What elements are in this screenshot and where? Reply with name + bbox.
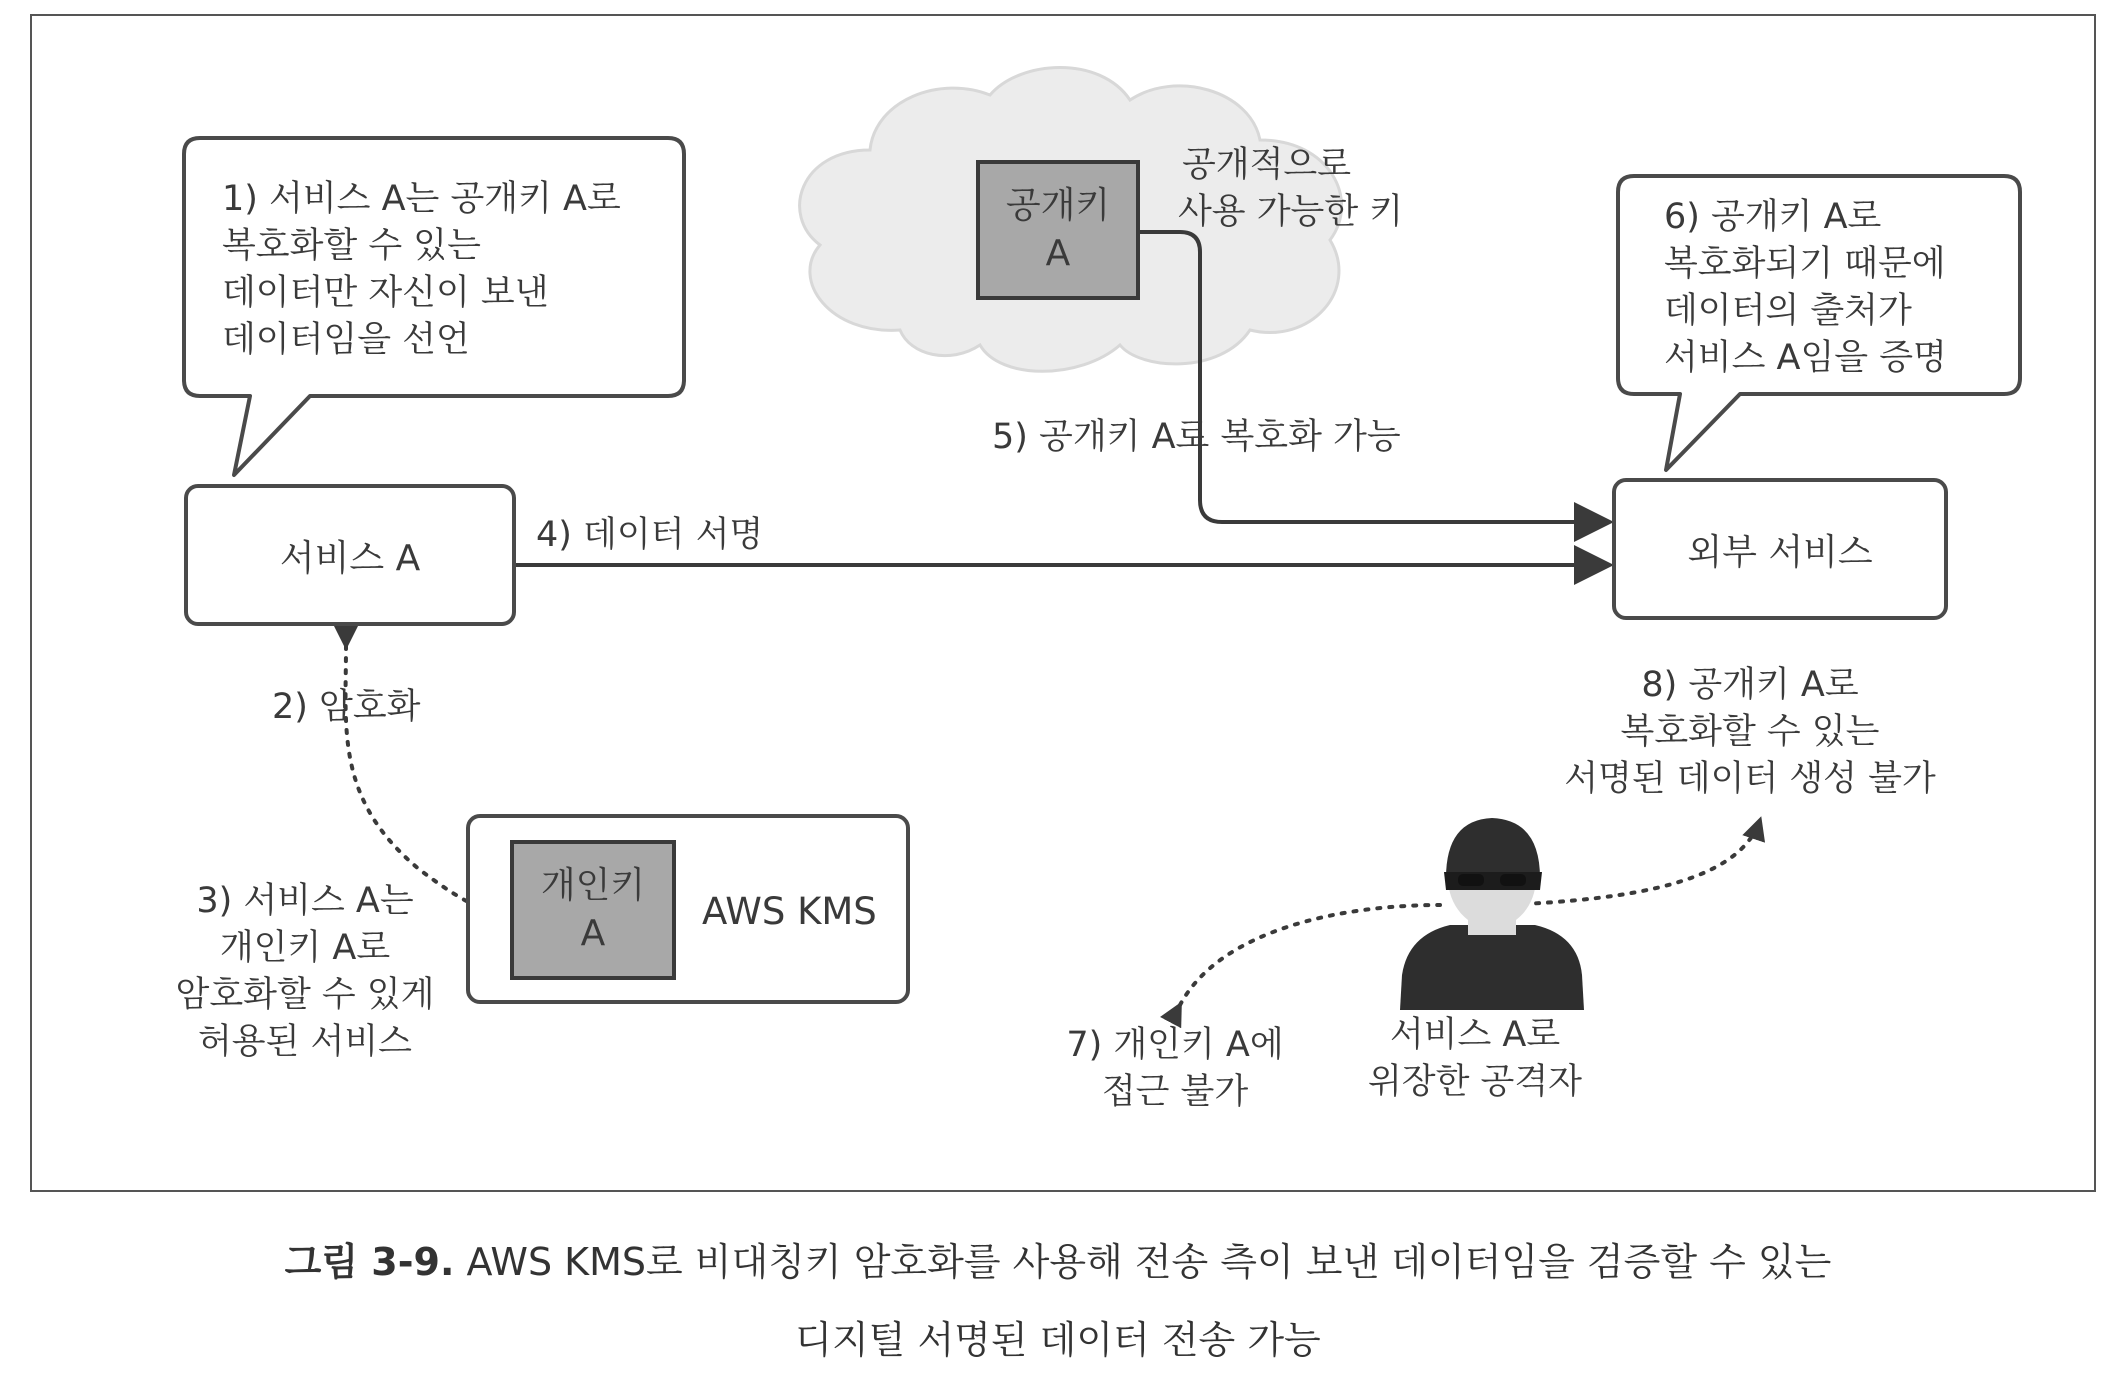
service-a-node: 서비스 A (184, 484, 516, 626)
attacker-label: 서비스 A로 위장한 공격자 (1368, 1015, 1582, 1102)
step-5-label: 5) 공개키 A로 복호화 가능 (992, 417, 1401, 457)
attacker-icon (1400, 818, 1584, 1010)
figure-label: 그림 3-9. (284, 1240, 455, 1284)
public-key-a: 공개키 A (976, 160, 1140, 300)
public-key-note: 공개적으로 사용 가능한 키 (1178, 145, 1404, 232)
step-2-label: 2) 암호화 (272, 687, 421, 727)
figure-caption-line1: 그림 3-9. AWS KMS로 비대칭키 암호화를 사용해 전송 측이 보낸 데이터임을 검증할 수 있는 (284, 1240, 1832, 1284)
step-3-label: 3) 서비스 A는 개인키 A로 암호화할 수 있게 허용된 서비스 (175, 881, 435, 1062)
aws-kms-label: AWS KMS (702, 890, 877, 933)
private-key-a: 개인키 A (510, 840, 676, 980)
figure-caption-line2: 디지털 서명된 데이터 전송 가능 (795, 1318, 1321, 1362)
external-service-node: 외부 서비스 (1612, 478, 1948, 620)
callout-external-text: 6) 공개키 A로 복호화되기 때문에 데이터의 출처가 서비스 A임을 증명 (1664, 197, 1947, 378)
step-8-label: 8) 공개키 A로 복호화할 수 있는 서명된 데이터 생성 불가 (1564, 665, 1936, 799)
step-7-label: 7) 개인키 A에 접근 불가 (1066, 1025, 1284, 1112)
callout-service-a-text: 1) 서비스 A는 공개키 A로 복호화할 수 있는 데이터만 자신이 보낸 데이터임을 선언 (222, 179, 621, 360)
arrow-attacker (1180, 905, 1440, 1005)
step-4-label: 4) 데이터 서명 (536, 515, 764, 555)
